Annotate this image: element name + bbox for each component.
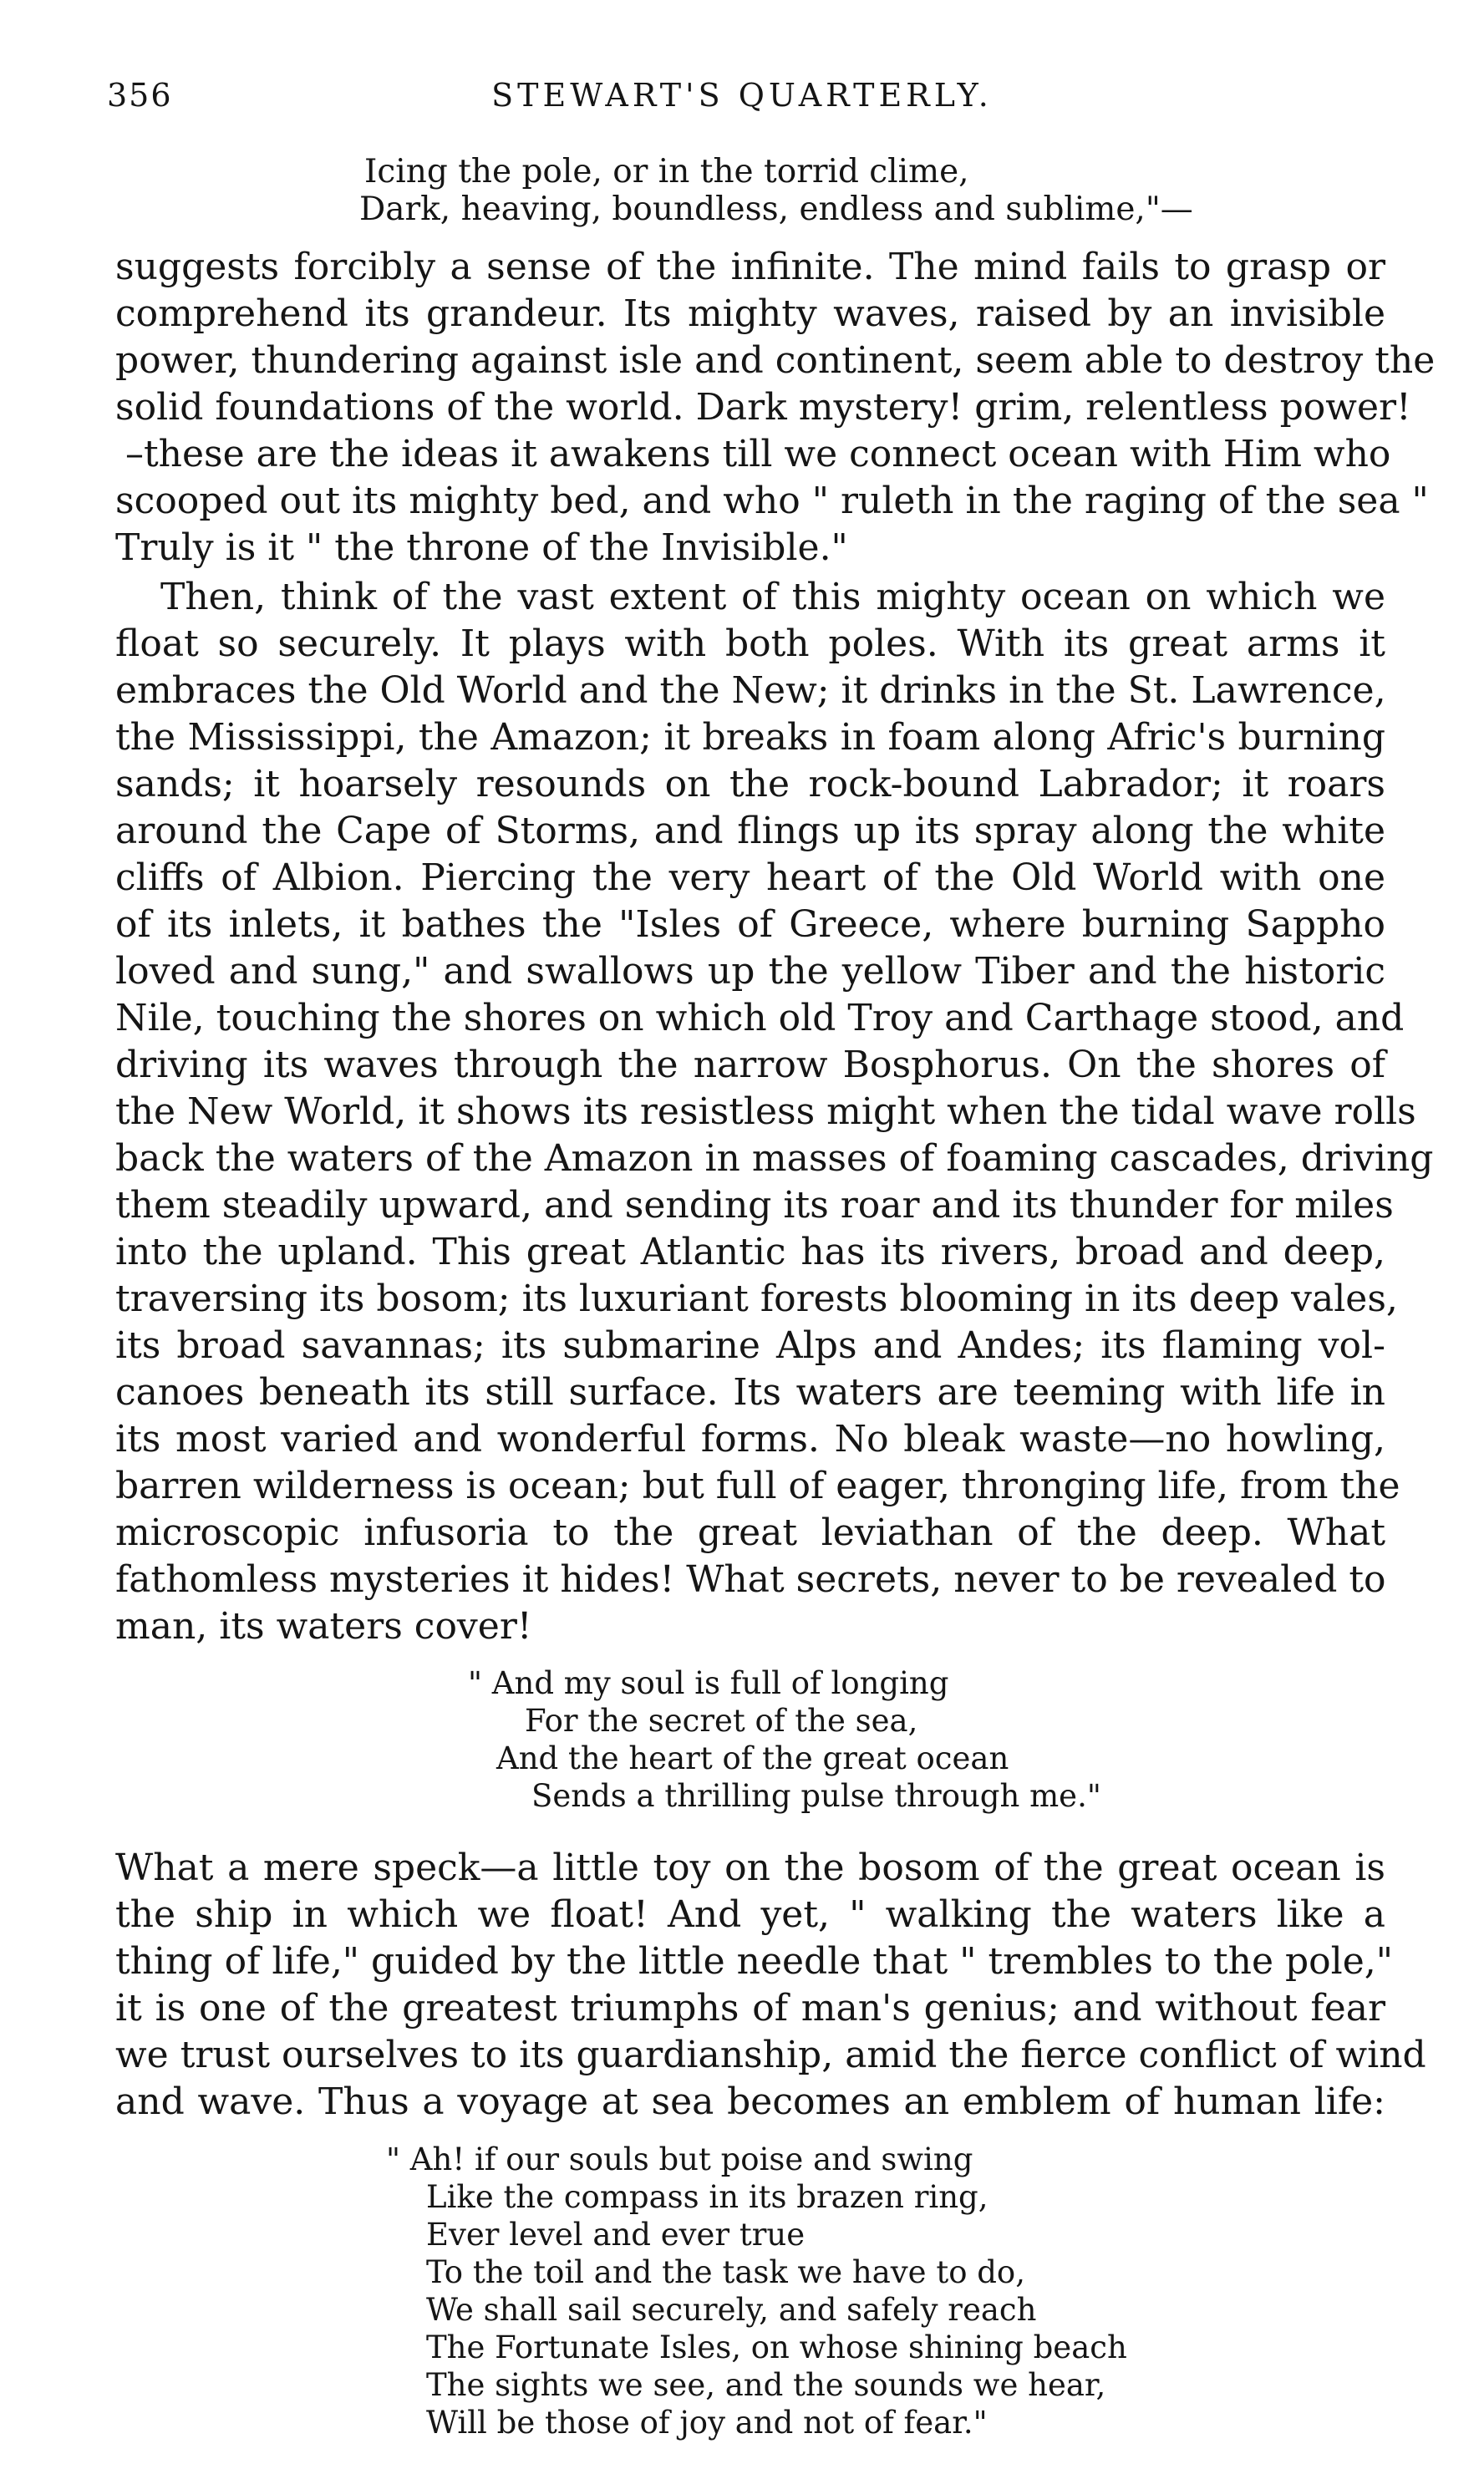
text-line: the New World, it shows its resistless might when the tidal wave rolls — [115, 1090, 1416, 1133]
running-title: STEWART'S QUARTERLY. — [491, 77, 993, 114]
text-line: Nile, touching the shores on which old Troy and Carthage stood, and — [115, 997, 1405, 1039]
text-line: man, its waters cover! — [115, 1605, 532, 1648]
verse-line: " And my soul is full of longing — [468, 1665, 949, 1701]
verse-line: Ever level and ever true — [426, 2217, 806, 2253]
text-line: thing of life," guided by the little needle that " trembles to the pole," — [115, 1940, 1393, 1983]
text-line: loved and sung," and swallows up the yellow Tiber and the historic — [115, 950, 1385, 993]
text-line: –these are the ideas it awakens till we connect ocean with Him who — [125, 433, 1391, 475]
text-line: traversing its bosom; its luxuriant forests blooming in its deep vales, — [115, 1278, 1398, 1320]
text-line: them steadily upward, and sending its roar and its thunder for miles — [115, 1184, 1394, 1227]
text-line: cliffs of Albion. Piercing the very heart of the Old World with one — [115, 856, 1385, 899]
text-line: suggests forcibly a sense of the infinite. The mind fails to grasp or — [115, 246, 1385, 288]
text-line: Then, think of the vast extent of this mighty ocean on which we — [160, 576, 1385, 618]
text-line: its most varied and wonderful forms. No bleak waste—no howling, — [115, 1418, 1385, 1461]
text-line: the Mississippi, the Amazon; it breaks in foam along Afric's burning — [115, 716, 1385, 759]
verse-line: And the heart of the great ocean — [496, 1740, 1009, 1776]
text-line: back the waters of the Amazon in masses of foaming cascades, driving — [115, 1137, 1434, 1180]
text-line: barren wilderness is ocean; but full of eager, thronging life, from the — [115, 1465, 1400, 1507]
text-line: and wave. Thus a voyage at sea becomes an emblem of human life: — [115, 2080, 1385, 2123]
verse-line: Dark, heaving, boundless, endless and sublime,"— — [359, 191, 1193, 228]
text-line: fathomless mysteries it hides! What secrets, never to be revealed to — [115, 1558, 1386, 1601]
text-line: embraces the Old World and the New; it drinks in the St. Lawrence, — [115, 669, 1386, 712]
text-line: canoes beneath its still surface. Its waters are teeming with life in — [115, 1371, 1385, 1414]
text-line: solid foundations of the world. Dark mystery! grim, relentless power! — [115, 386, 1411, 429]
verse-line: Sends a thrilling pulse through me." — [531, 1778, 1101, 1814]
verse-line: To the toil and the task we have to do, — [426, 2254, 1025, 2290]
verse-line: " Ah! if our souls but poise and swing — [386, 2141, 973, 2177]
page-header — [0, 77, 1484, 127]
verse-line: The Fortunate Isles, on whose shining beach — [426, 2329, 1127, 2365]
text-line: Truly is it " the throne of the Invisible." — [115, 526, 848, 569]
text-line: around the Cape of Storms, and flings up its spray along the white — [115, 810, 1385, 852]
text-line: scooped out its mighty bed, and who " ruleth in the raging of the sea " — [115, 480, 1429, 522]
text-line: What a mere speck—a little toy on the bosom of the great ocean is — [115, 1847, 1385, 1889]
page-number: 356 — [107, 77, 173, 114]
text-line: into the upland. This great Atlantic has its rivers, broad and deep, — [115, 1231, 1385, 1273]
verse-line: Will be those of joy and not of fear." — [426, 2405, 988, 2441]
text-line: microscopic infusoria to the great leviathan of the deep. What — [115, 1511, 1385, 1554]
text-line: the ship in which we float! And yet, " walking the waters like a — [115, 1893, 1385, 1936]
text-line: sands; it hoarsely resounds on the rock-bound Labrador; it roars — [115, 763, 1385, 805]
text-line: we trust ourselves to its guardianship, amid the fierce conflict of wind — [115, 2034, 1426, 2076]
verse-line: Icing the pole, or in the torrid clime, — [364, 153, 969, 191]
text-line: its broad savannas; its submarine Alps and Andes; its flaming vol- — [115, 1324, 1385, 1367]
text-line: driving its waves through the narrow Bosphorus. On the shores of — [115, 1044, 1385, 1086]
text-line: of its inlets, it bathes the "Isles of Greece, where burning Sappho — [115, 903, 1385, 946]
text-line: comprehend its grandeur. Its mighty waves, raised by an invisible — [115, 292, 1385, 335]
verse-line: Like the compass in its brazen ring, — [426, 2179, 988, 2215]
verse-line: The sights we see, and the sounds we hear, — [426, 2367, 1106, 2403]
verse-line: We shall sail securely, and safely reach — [426, 2292, 1037, 2328]
text-line: float so securely. It plays with both poles. With its great arms it — [115, 622, 1385, 665]
text-line: power, thundering against isle and continent, seem able to destroy the — [115, 339, 1436, 382]
verse-line: For the secret of the sea, — [525, 1703, 918, 1739]
text-line: it is one of the greatest triumphs of man's genius; and without fear — [115, 1987, 1385, 2030]
